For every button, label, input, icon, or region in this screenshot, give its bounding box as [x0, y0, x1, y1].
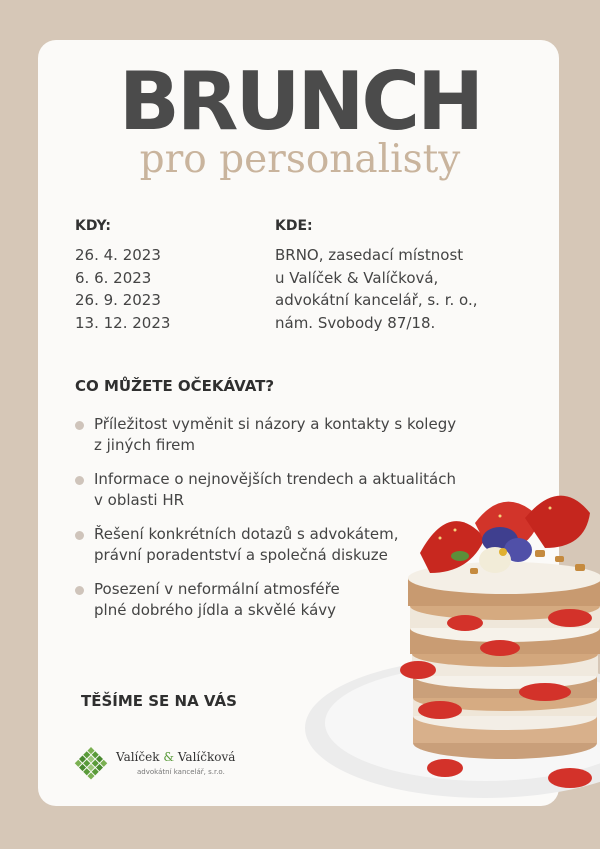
list-item-line: plné dobrého jídla a skvělé kávy [94, 601, 337, 619]
address-line: nám. Svobody 87/18. [275, 314, 436, 333]
logo-name-part: Valíček [116, 750, 160, 764]
page-title: BRUNCH [118, 55, 482, 148]
where-heading: KDE: [275, 218, 313, 234]
company-logo-name [116, 750, 235, 764]
logo-amp: & [163, 750, 175, 764]
list-item [75, 414, 515, 456]
bullet-dot-icon [75, 586, 84, 595]
closing-text: TĚŠÍME SE NA VÁS [81, 692, 237, 710]
list-item-line: Informace o nejnovějších trendech a aktualitách [94, 470, 456, 488]
when-heading: KDY: [75, 218, 111, 234]
expect-heading: CO MŮŽETE OČEKÁVAT? [75, 377, 275, 395]
list-item-line: Řešení konkrétních dotazů s advokátem, [94, 525, 399, 543]
bullet-dot-icon [75, 421, 84, 430]
logo-name-part: Valíčková [177, 750, 236, 764]
when-dates [75, 244, 170, 335]
date-item: 13. 12. 2023 [75, 314, 171, 333]
list-item-line: v oblasti HR [94, 491, 185, 509]
page-subtitle: pro personalisty [139, 137, 461, 182]
date-item: 6. 6. 2023 [75, 268, 152, 287]
company-logo-icon [72, 745, 110, 783]
bullet-dot-icon [75, 531, 84, 540]
list-item-line: Příležitost vyměnit si názory a kontakty s kolegy [94, 415, 457, 433]
date-item: 26. 4. 2023 [75, 246, 161, 264]
bullet-dot-icon [75, 476, 84, 485]
list-item-line: z jiných firem [94, 436, 196, 454]
list-item-line: právní poradentství a společná diskuze [94, 546, 388, 564]
address-line: BRNO, zasedací místnost [275, 246, 464, 264]
address-line: u Valíček & Valíčková, [275, 268, 439, 287]
where-address [275, 244, 478, 335]
pancake-photo [300, 478, 600, 818]
list-item-line: Posezení v neformální atmosféře [94, 580, 340, 598]
address-line: advokátní kancelář, s. r. o., [275, 291, 478, 310]
company-logo-subtitle: advokátní kancelář, s.r.o. [137, 768, 225, 776]
date-item: 26. 9. 2023 [75, 291, 161, 310]
